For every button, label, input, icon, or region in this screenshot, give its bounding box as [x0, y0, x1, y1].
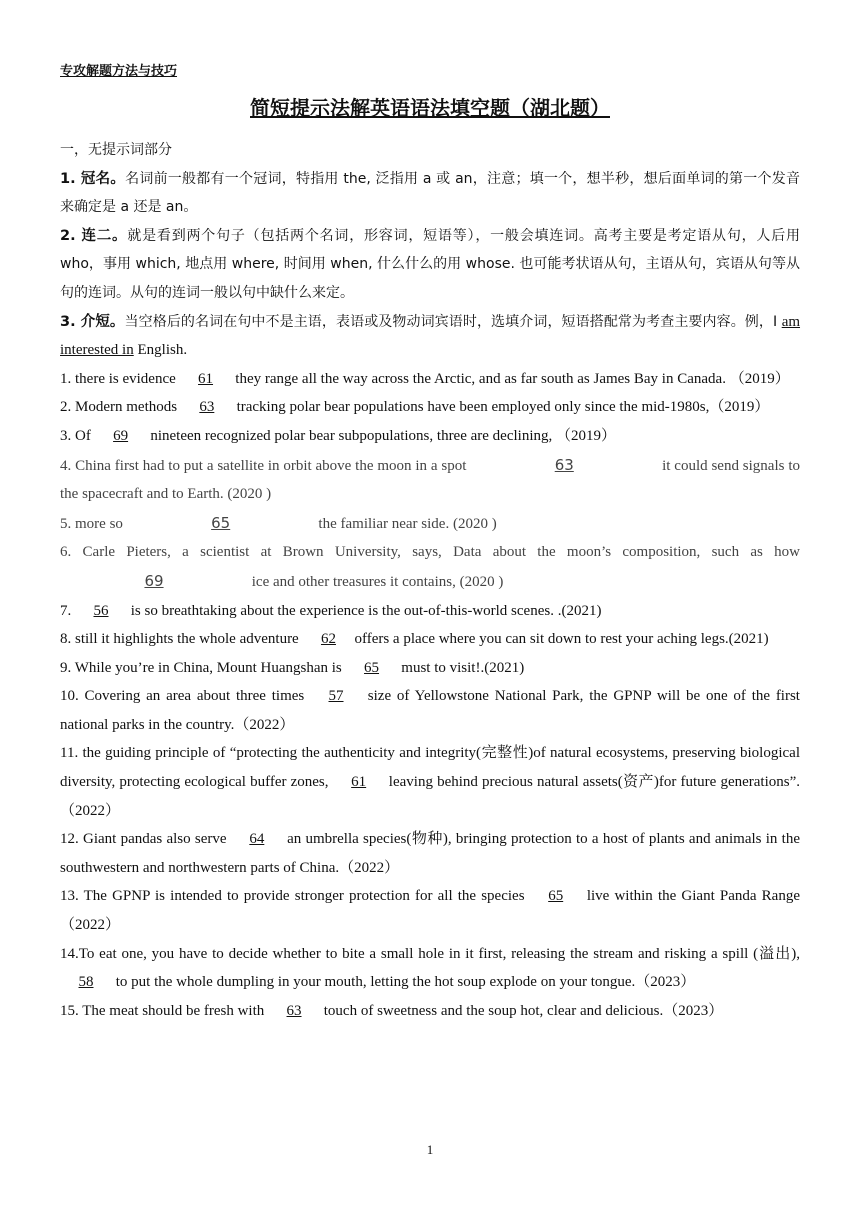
question-item [60, 825, 800, 882]
answer-blank: 61 [351, 774, 367, 791]
question-list [60, 365, 800, 1026]
question-text: 14.To eat one, you have to decide whether to bite a small hole in it first, releasing the stream and risking a spill (溢出), [60, 945, 800, 962]
question-text: 11. the guiding principle of “protecting the authenticity and integrity(完整性)of natural ecosystems, preserving biological diversity, protecting ecological buffer zones, [60, 745, 800, 791]
question-text: 5. more so [60, 515, 127, 532]
question-item [60, 654, 800, 683]
question-text: an umbrella species(物种), bringing protection to a host of plants and animals in the southwestern and northwestern parts of China.（2022） [60, 831, 800, 876]
question-text: 9. While you’re in China, Mount Huangshan is [60, 659, 346, 676]
question-text: they range all the way across the Arctic, and as far south as James Bay in Canada. （2019） [231, 370, 790, 387]
page-title: 简短提示法解英语语法填空题（湖北题） [250, 96, 610, 120]
rule-item [60, 308, 800, 365]
rule-item [60, 165, 800, 222]
answer-blank: 61 [198, 370, 214, 387]
answer-blank: 64 [249, 831, 265, 848]
question-text: the familiar near side. (2020 ) [314, 515, 497, 532]
page-number: 1 [426, 1142, 434, 1157]
answer-blank: 56 [93, 602, 109, 619]
answer-blank: 65 [211, 513, 231, 532]
question-text: 1. there is evidence [60, 370, 180, 387]
question-item [60, 538, 800, 596]
question-item [60, 625, 800, 654]
answer-blank: 63 [286, 1002, 302, 1019]
question-item [60, 451, 800, 509]
answer-blank: 69 [113, 427, 129, 444]
question-text: it could send signals to the spacecraft and to Earth. (2020 ) [60, 457, 800, 503]
question-item [60, 739, 800, 825]
answer-blank: 62 [320, 631, 336, 648]
question-item [60, 882, 800, 939]
document-body [60, 136, 800, 1025]
answer-blank: 69 [144, 571, 164, 590]
question-item [60, 422, 800, 451]
question-text: offers a place where you can sit down to rest your aching legs.(2021) [354, 631, 769, 648]
question-item [60, 597, 800, 626]
question-text: 15. The meat should be fresh with [60, 1002, 269, 1019]
question-text: 2. Modern methods [60, 399, 181, 416]
rule-body: 就是看到两个句子（包括两个名词，形容词，短语等），一般会填连词。高考主要是考定语从句，人后用 who，事用 which, 地点用 where, 时间用 when, 什么什么的用 whose. 也可能考状语从句，主语从句，宾语从句等从句的连词。从句的连词一般以句中缺什么来定。 [60, 227, 800, 301]
question-text: nineteen recognized polar bear subpopulations, three are declining, （2019） [146, 427, 617, 444]
question-text: live within the Giant Panda Range （2022） [60, 888, 800, 934]
question-text: size of Yellowstone National Park, the GPNP will be one of the first national parks in the country.（2022） [60, 688, 800, 733]
answer-blank: 63 [199, 399, 215, 416]
question-item [60, 997, 800, 1026]
answer-blank: 65 [364, 659, 380, 676]
question-text: 13. The GPNP is intended to provide stronger protection for all the species [60, 888, 530, 905]
question-text: leaving behind precious natural assets(资产)for future generations”.（2022） [60, 774, 800, 819]
question-text: 6. Carle Pieters, a scientist at Brown University, says, Data about the moon’s composition, such as how [60, 544, 800, 561]
question-text: 10. Covering an area about three times [60, 688, 311, 705]
question-item [60, 682, 800, 739]
rule-body: 名词前一般都有一个冠词，特指用 the, 泛指用 a 或 an，注意；填一个，想半秒，想后面单词的第一个发音来确定是 a 还是 an。 [60, 170, 800, 216]
question-text: ice and other treasures it contains, (2020 ) [248, 573, 504, 590]
question-text: 8. still it highlights the whole adventure [60, 631, 303, 648]
answer-blank: 63 [554, 455, 574, 474]
rule-example: am interested in [60, 313, 801, 359]
question-text: 3. Of [60, 427, 95, 444]
rule-title: 3. 介短。 [60, 313, 125, 330]
question-text: touch of sweetness and the soup hot, clear and delicious.（2023） [320, 1002, 724, 1019]
rule-body: 当空格后的名词在句中不是主语，表语或及物动词宾语时，选填介词，短语搭配常为考查主要内容。例，I [124, 313, 782, 330]
rule-title: 2. 连二。 [60, 227, 128, 244]
answer-blank: 65 [548, 888, 564, 905]
header-tag: 专攻解题方法与技巧 [60, 64, 178, 79]
question-text: is so breathtaking about the experience is the out-of-this-world scenes. .(2021) [127, 602, 602, 619]
question-text: 4. China first had to put a satellite in orbit above the moon in a spot [60, 457, 471, 474]
question-item [60, 365, 800, 394]
question-text: 7. [60, 602, 75, 619]
question-text: must to visit!.(2021) [397, 659, 525, 676]
answer-blank: 57 [328, 688, 344, 705]
rule-title: 1. 冠名。 [60, 170, 126, 187]
section-heading: 一，无提示词部分 [60, 142, 172, 158]
question-text: to put the whole dumpling in your mouth, letting the hot soup explode on your tongue.（2023） [112, 974, 696, 991]
answer-blank: 58 [78, 974, 94, 991]
rule-tail: English. [133, 342, 188, 359]
question-item [60, 509, 800, 539]
question-text: tracking polar bear populations have been employed only since the mid-1980s,（2019） [232, 399, 770, 416]
question-text: 12. Giant pandas also serve [60, 831, 231, 848]
question-item [60, 940, 800, 997]
question-item [60, 393, 800, 422]
rule-item [60, 222, 800, 308]
